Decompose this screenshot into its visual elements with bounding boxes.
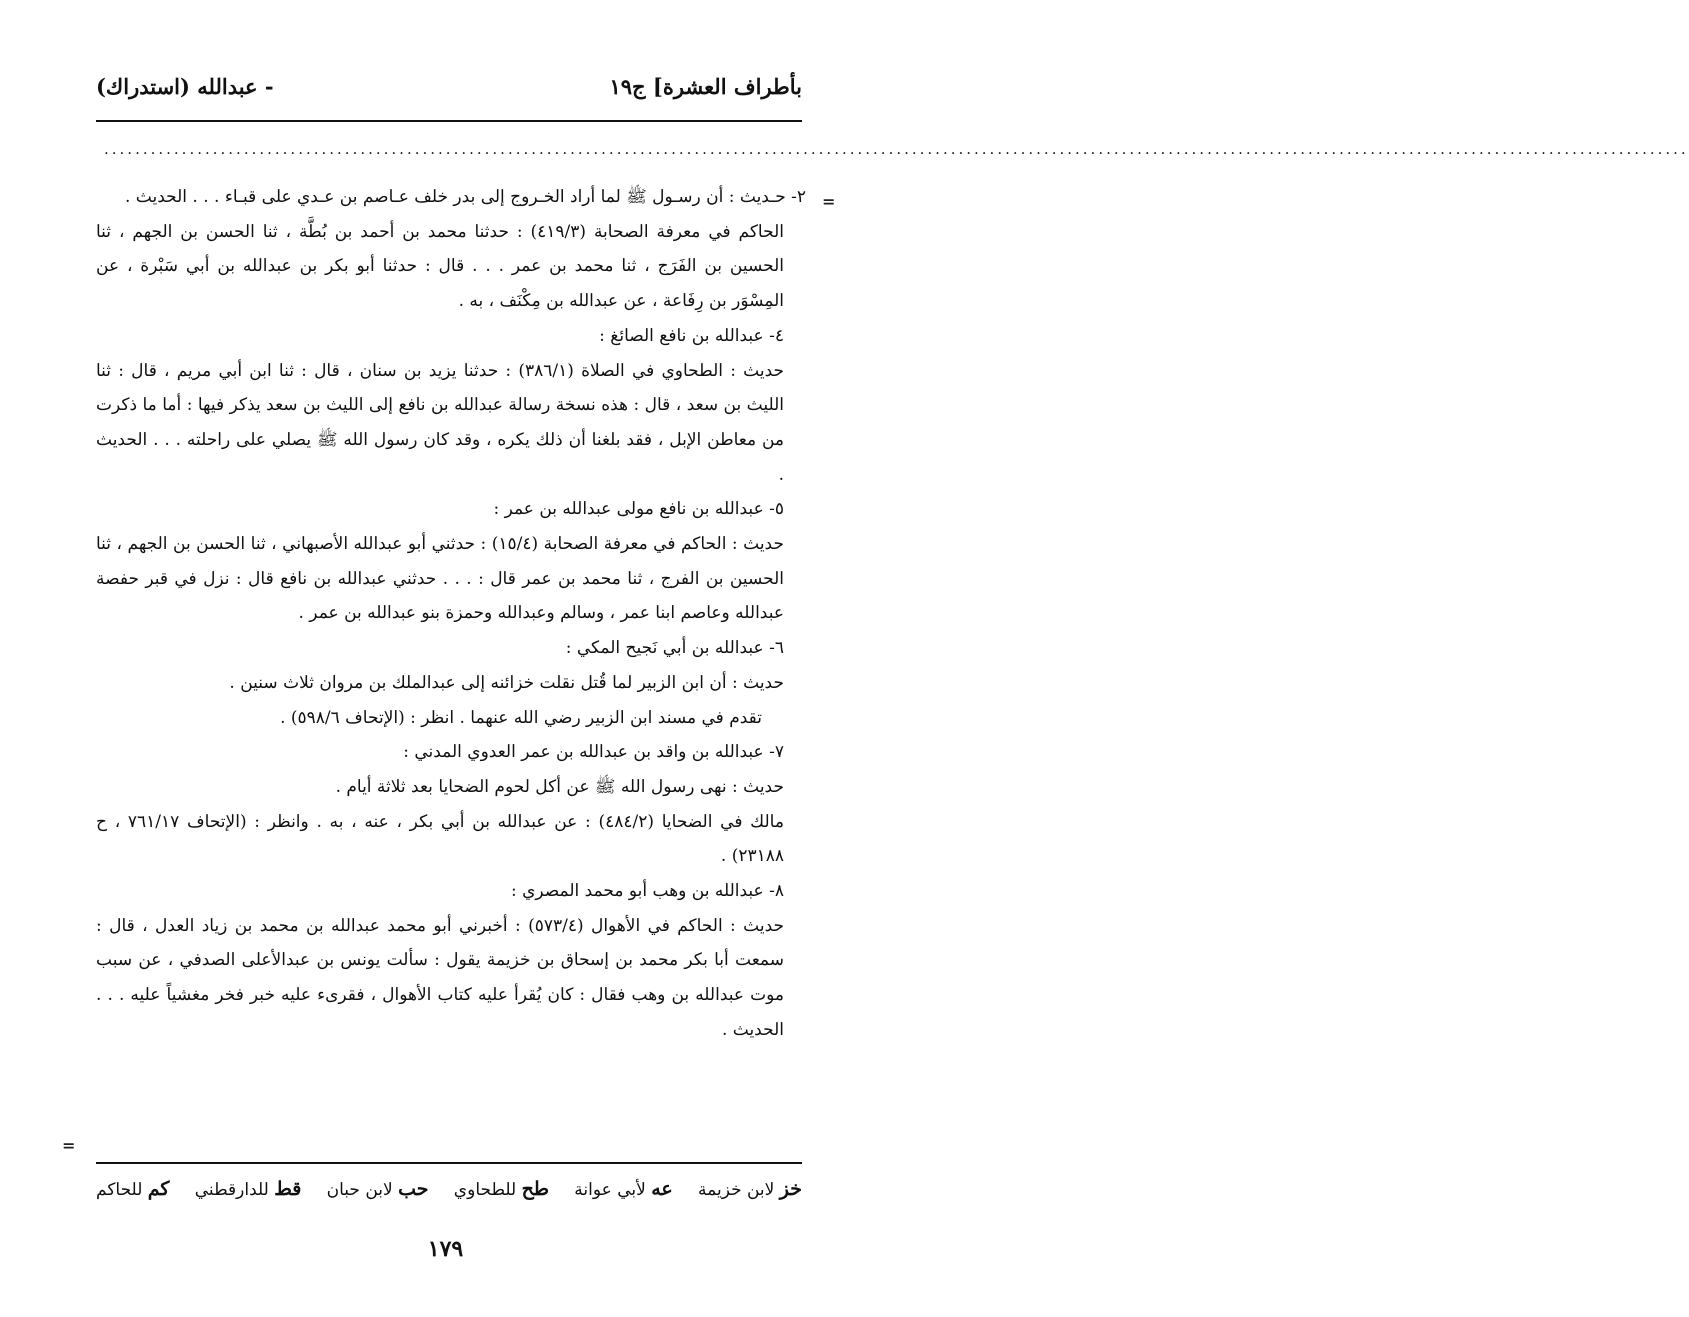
legend-item [195,1178,302,1200]
hadith-entry: حديث : نهى رسول الله ﷺ عن أكل لحوم الضحايا بعد ثلاثة أيام . [335,776,784,797]
legend-abbr: قط [274,1178,302,1200]
legend-item [574,1178,672,1200]
legend-label: لابن خزيمة [698,1180,775,1200]
margin-mark-bottom: = [62,1136,76,1155]
section-title: - عبدالله (استدراك) [96,74,274,99]
legend-item [96,1178,169,1200]
legend-abbr: كم [147,1178,170,1200]
legend-item [698,1178,802,1200]
source-citation: الحاكم في معرفة الصحابة (٤١٩/٣) : حدثنا محمد بن أحمد بن بُطَّة ، ثنا الحسن بن الجهم ، ثنا الحسين بن الفَرَج ، ثنا محمد بن عمر . . . قال : حدثنا أبو بكر بن عبدالله بن أبي سَبْرة ، عن المِسْوَر بن رِفَاعة ، عن عبدالله بن مِكْنَف ، به . [96,221,784,312]
cross-reference: تقدم في مسند ابن الزبير رضي الله عنهما . انظر : (الإتحاف ٥٩٨/٦) . [280,707,762,728]
narrator-heading-5: ٥- عبدالله بن نافع مولى عبدالله بن عمر : [493,499,784,520]
page-body [96,180,806,1048]
hadith-entry: حديث : الحاكم في الأهوال (٥٧٣/٤) : أخبرني أبو محمد عبدالله بن محمد بن زياد العدل ، قال : سمعت أبا بكر محمد بن إسحاق بن خزيمة يقول : سألت يونس بن عبدالأعلى الصدفي ، عن سبب موت عبدالله بن وهب فقال : كان يُقرأ عليه كتاب الأهوال ، فقرىء عليه خبر فخر مغشياً عليه . . . الحديث . [96,915,784,1040]
narrator-heading-4: ٤- عبدالله بن نافع الصائغ : [599,325,784,346]
legend-abbr: عه [651,1178,673,1200]
source-citation: مالك في الضحايا (٤٨٤/٢) : عن عبدالله بن أبي بكر ، عنه ، به . وانظر : (الإتحاف ٧٦١/١٧ ، ح ٢٣١٨٨) . [96,811,784,867]
legend-abbr: طح [521,1178,550,1200]
margin-mark-top: = [822,192,836,211]
narrator-heading-7: ٧- عبدالله بن واقد بن عبدالله بن عمر العدوي المدني : [403,742,784,763]
hadith-entry: حديث : الحاكم في معرفة الصحابة (١٥/٤) : حدثني أبو عبدالله الأصبهاني ، ثنا الحسن بن الجهم ، ثنا الحسين بن الفرج ، ثنا محمد بن عمر قال : . . . حدثني عبدالله بن نافع قال : نزل في قبر حفصة عبدالله وعاصم ابنا عمر ، وسالم وعبدالله وحمزة بنو عبدالله بن عمر . [96,534,784,624]
footer-rule [96,1162,802,1164]
hadith-entry: حديث : أن ابن الزبير لما قُتل نقلت خزائنه إلى عبدالملك بن مروان ثلاث سنين . [229,672,784,693]
hadith-entry-2: ٢- حـديث : أن رسـول ﷺ لما أراد الخـروج إلى بدر خلف عـاصم بن عـدي على قبـاء . . . الحديث . [124,187,806,207]
legend-item [327,1178,429,1200]
legend-label: للطحاوي [453,1180,517,1200]
legend-label: للحاكم [96,1180,143,1200]
legend-label: لأبي عوانة [574,1180,646,1200]
header-rule [96,120,802,122]
page-number: ١٧٩ [427,1236,464,1262]
running-header [96,70,802,110]
legend-abbr: خز [779,1178,802,1200]
narrator-heading-8: ٨- عبدالله بن وهب أبو محمد المصري : [510,881,784,902]
legend-abbr: حب [398,1178,429,1200]
legend-item [454,1178,549,1200]
legend-label: لابن حبان [326,1180,393,1200]
narrator-heading-6: ٦- عبدالله بن أبي نَجيح المكي : [565,638,784,659]
book-title: بأطراف العشرة] ج١٩ [609,74,802,99]
abbreviation-legend [96,1178,802,1200]
hadith-entry: حديث : الطحاوي في الصلاة (٣٨٦/١) : حدثنا يزيد بن سنان ، قال : ثنا ابن أبي مريم ، قال : ثنا الليث بن سعد ، قال : هذه نسخة رسالة عبدالله بن نافع إلى الليث بن سعد يذكر فيها : أما ما ذكرت من معاطن الإبل ، فقد بلغنا أن ذلك يكره ، وقد كان رسول الله ﷺ يصلي على راحلته . . . الحديث . [96,360,785,485]
dotted-separator: ............................................................................................................................................................................................................ [104,140,1689,158]
legend-label: للدارقطني [194,1180,269,1200]
